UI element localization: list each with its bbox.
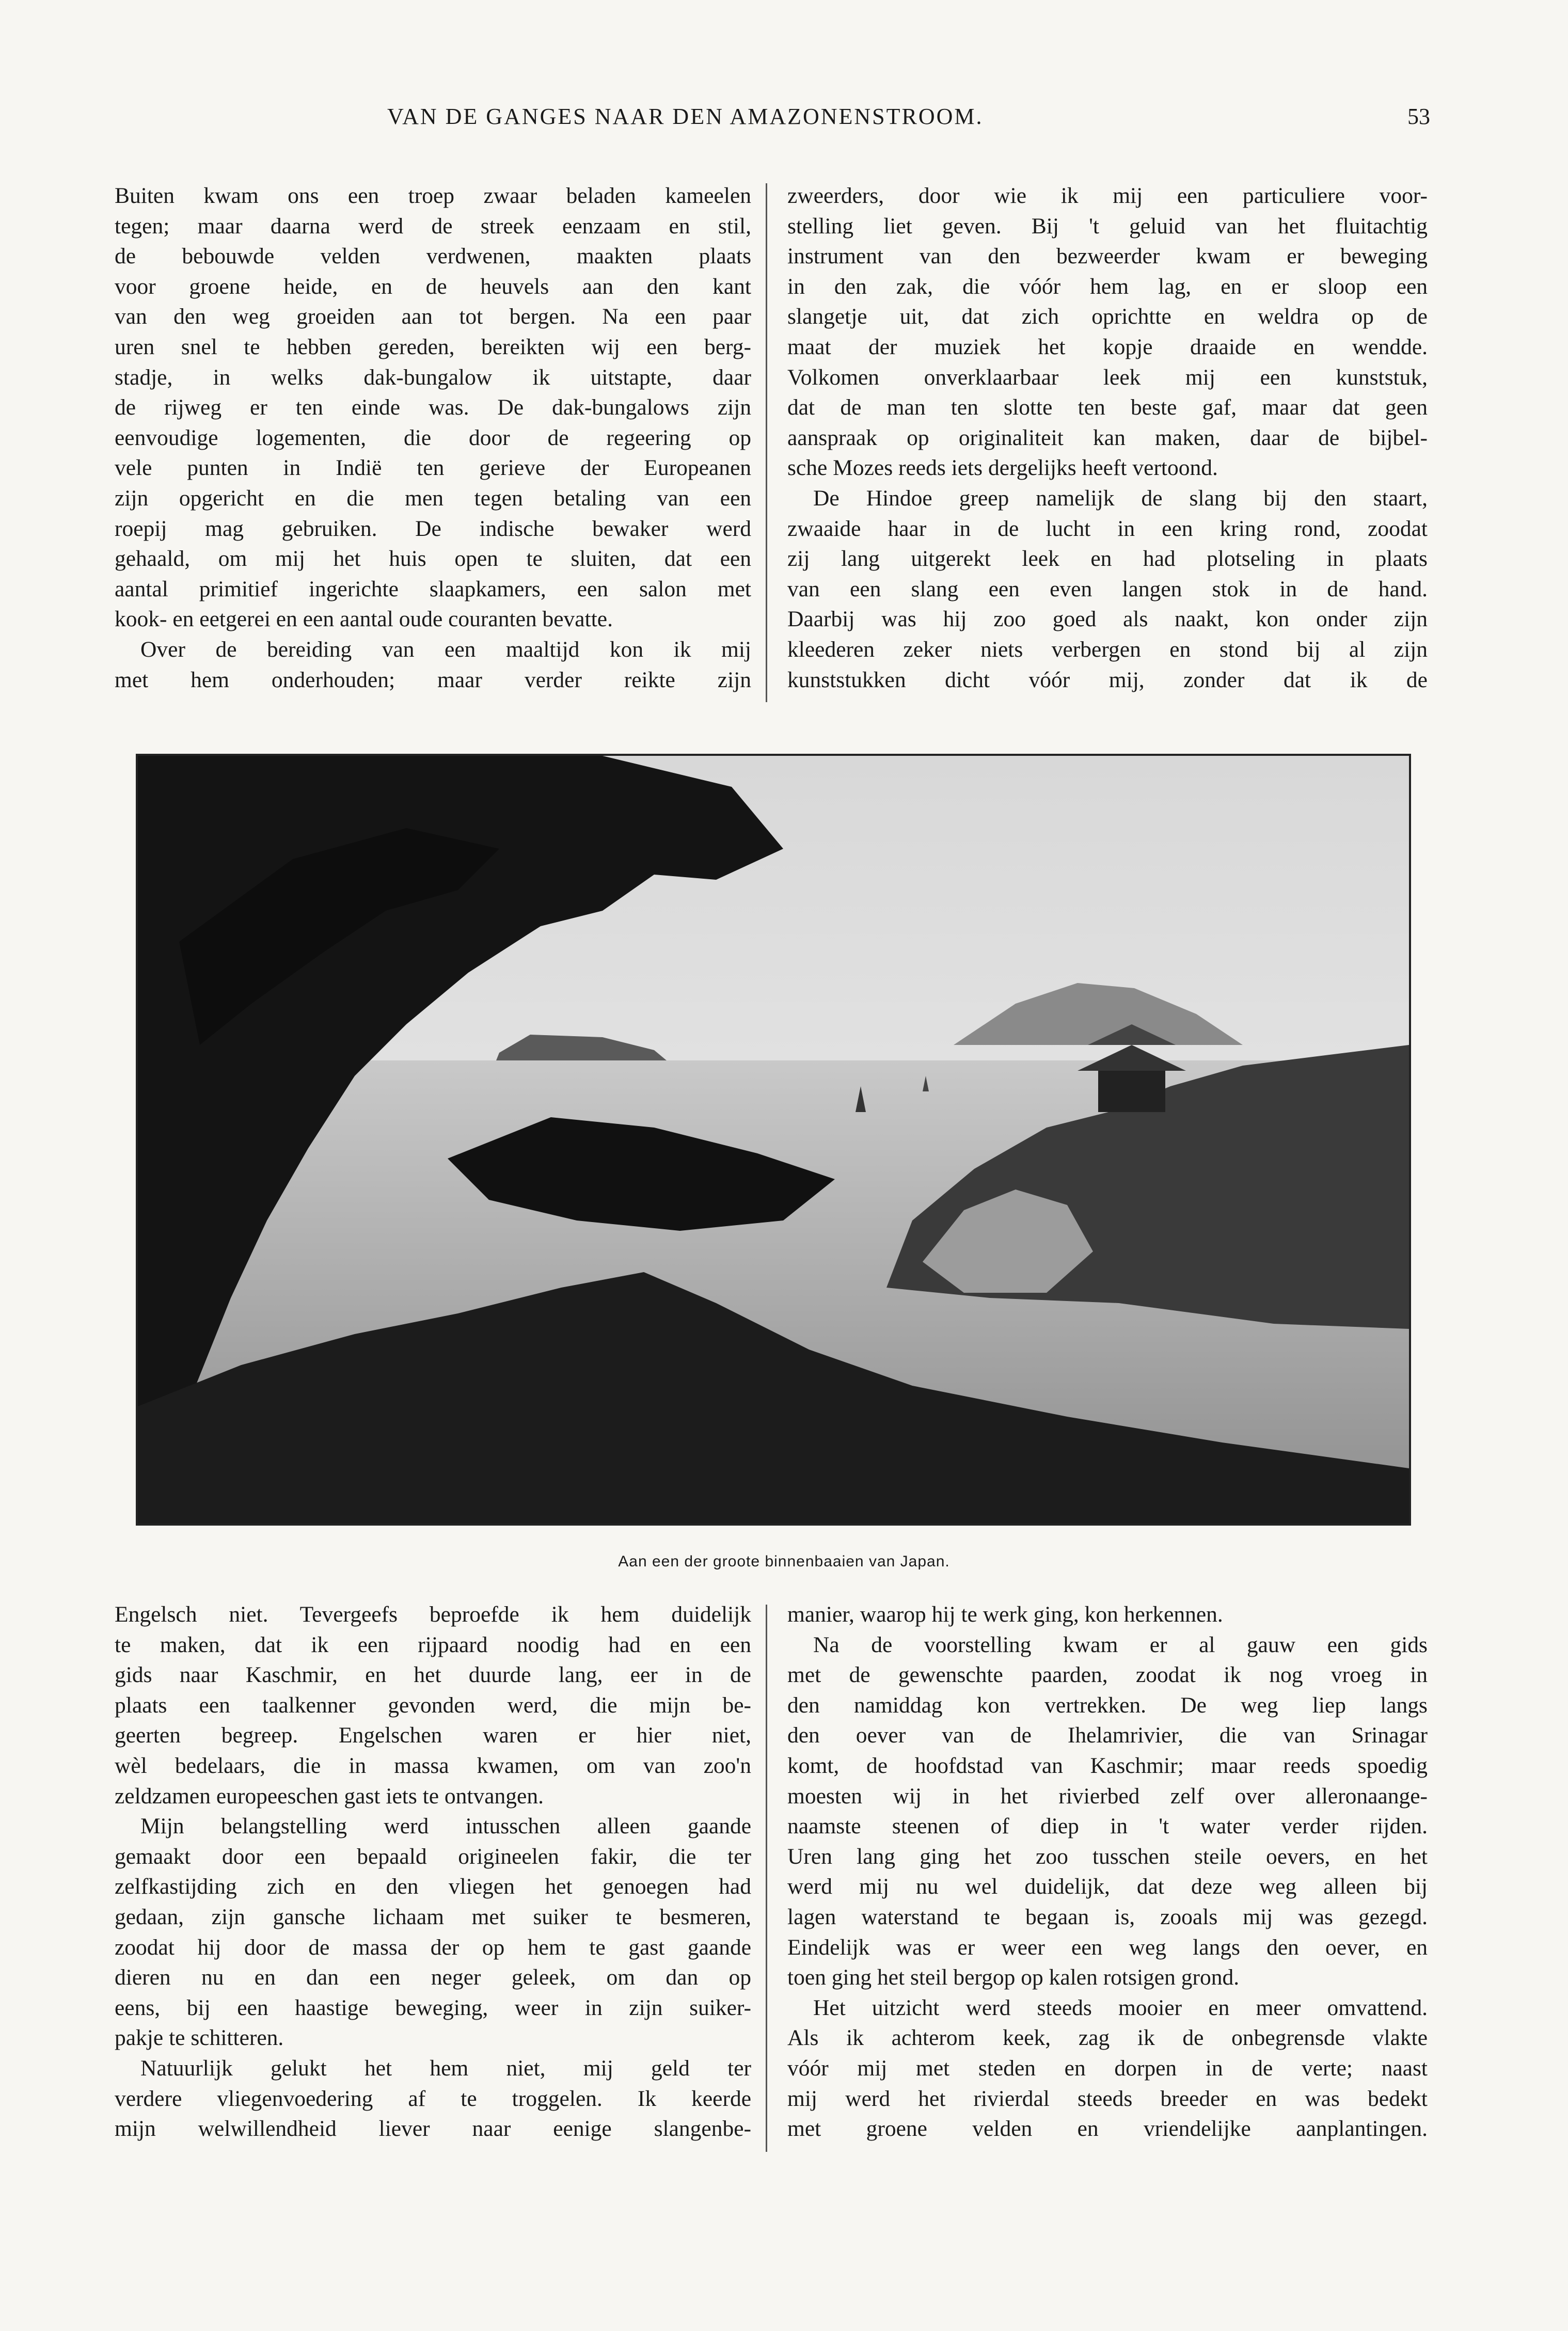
text-line: dat de man ten slotte ten beste gaf, maar dat geen [787,395,1428,420]
text-line: vóór mij met steden en dorpen in de verte; naast [787,2055,1428,2081]
figure-caption: Aan een der groote binnenbaaien van Japan. [618,1553,950,1570]
text-line: zijn opgericht en die men tegen betaling van een [115,485,751,511]
text-line: naamste steenen of diep in 't water verder rijden. [787,1814,1428,1839]
text-line: met de gewenschte paarden, zoodat ik nog vroeg in [787,1662,1428,1688]
text-line: zij lang uitgerekt leek en had plotseling in plaats [787,546,1428,572]
text-line: Daarbij was hij zoo goed als naakt, kon onder zijn [787,607,1428,632]
text-line: sche Mozes reeds iets dergelijks heeft vertoond. [787,455,1218,481]
text-line: zelfkastijding zich en den vliegen het genoegen had [115,1874,751,1899]
text-line: Natuurlijk gelukt het hem niet, mij geld ter [140,2055,751,2081]
text-line: zweerders, door wie ik mij een particuliere voor- [787,183,1428,208]
text-line: kook- en eetgerei en een aantal oude couranten bevatte. [115,607,613,632]
text-line: stadje, in welks dak-bungalow ik uitstapte, daar [115,364,751,390]
text-line: voor groene heide, en de heuvels aan den kant [115,274,751,299]
text-line: plaats een taalkenner gevonden werd, die mijn be- [115,1692,751,1718]
text-line: instrument van den bezweerder kwam er beweging [787,244,1428,269]
text-line: gemaakt door een bepaald origineelen fakir, die ter [115,1844,751,1869]
text-line: aantal primitief ingerichte slaapkamers, een salon met [115,576,751,601]
text-line: Engelsch niet. Tevergeefs beproefde ik hem duidelijk [115,1602,751,1627]
text-line: met groene velden en vriendelijke aanplantingen. [787,2116,1428,2142]
text-line: De Hindoe greep namelijk de slang bij den staart, [813,485,1428,511]
text-line: slangetje uit, dat zich oprichtte en weldra op de [787,304,1428,329]
running-header [119,103,1430,139]
text-line: komt, de hoofdstad van Kaschmir; maar reeds spoedig [787,1753,1428,1778]
column-bottom-left [115,1599,751,2144]
text-line: Het uitzicht werd steeds mooier en meer omvattend. [813,1995,1428,2020]
text-line: manier, waarop hij te werk ging, kon herkennen. [787,1602,1223,1627]
text-line: moesten wij in het rivierbed zelf over alleronaange- [787,1783,1428,1809]
bay-photograph [136,754,1411,1526]
text-line: gedaan, zijn gansche lichaam met suiker te besmeren, [115,1904,751,1929]
text-line: eenvoudige logementen, die door de regeering op [115,425,751,450]
column-bottom-right [787,1599,1428,2144]
text-line: den namiddag kon vertrekken. De weg liep langs [787,1692,1428,1718]
text-line: pakje te schitteren. [115,2025,284,2051]
text-line: eens, bij een haastige beweging, weer in zijn suiker- [115,1995,751,2020]
column-rule-bottom [766,1605,767,2152]
text-line: van den weg groeiden aan tot bergen. Na een paar [115,304,751,329]
text-line: de rijweg er ten einde was. De dak-bungalows zijn [115,395,751,420]
column-top-left [115,181,751,695]
text-line: kleederen zeker niets verbergen en stond bij al zijn [787,637,1428,662]
text-line: te maken, dat ik een rijpaard noodig had en een [115,1632,751,1657]
text-line: zoodat hij door de massa der op hem te gast gaande [115,1934,751,1960]
text-line: lagen waterstand te begaan is, zooals mij was gezegd. [787,1904,1428,1929]
text-line: kunststukken dicht vóór mij, zonder dat ik de [787,667,1428,692]
text-line: zeldzamen europeeschen gast iets te ontvangen. [115,1783,544,1809]
text-line: werd mij nu wel duidelijk, dat deze weg alleen bij [787,1874,1428,1899]
text-line: dieren nu en dan een neger geleek, om dan op [115,1965,751,1990]
text-line: zwaaide haar in de lucht in een kring rond, zoodat [787,516,1428,541]
text-line: stelling liet geven. Bij 't geluid van het fluitachtig [787,213,1428,239]
text-line: gehaald, om mij het huis open te sluiten, dat een [115,546,751,572]
text-line: mijn welwillendheid liever naar eenige slangenbe- [115,2116,751,2142]
text-line: Volkomen onverklaarbaar leek mij een kunststuk, [787,364,1428,390]
text-line: den oever van de Ihelamrivier, die van Srinagar [787,1723,1428,1748]
text-line: uren snel te hebben gereden, bereikten wij een berg- [115,334,751,359]
text-line: Uren lang ging het zoo tusschen steile oevers, en het [787,1844,1428,1869]
text-line: gids naar Kaschmir, en het duurde lang, eer in de [115,1662,751,1688]
text-line: toen ging het steil bergop op kalen rotsigen grond. [787,1965,1240,1990]
column-top-right [787,181,1428,695]
text-line: geerten begreep. Engelschen waren er hier niet, [115,1723,751,1748]
text-line: maat der muziek het kopje draaide en wendde. [787,334,1428,359]
text-line: Als ik achterom keek, zag ik de onbegrensde vlakte [787,2025,1428,2051]
text-line: mij werd het rivierdal steeds breeder en was bedekt [787,2086,1428,2111]
text-line: van een slang een even langen stok in de hand. [787,576,1428,601]
text-line: Na de voorstelling kwam er al gauw een gids [813,1632,1428,1657]
text-line: aanspraak op originaliteit kan maken, daar de bijbel- [787,425,1428,450]
text-line: Eindelijk was er weer een weg langs den oever, en [787,1934,1428,1960]
column-rule-top [766,183,767,702]
text-line: wèl bedelaars, die in massa kwamen, om van zoo'n [115,1753,751,1778]
text-line: roepij mag gebruiken. De indische bewaker werd [115,516,751,541]
running-title: VAN DE GANGES NAAR DEN AMAZONENSTROOM. [387,104,984,129]
text-line: in den zak, die vóór hem lag, en er sloop een [787,274,1428,299]
text-line: verdere vliegenvoedering af te troggelen. Ik keerde [115,2086,751,2111]
text-line: Over de bereiding van een maaltijd kon ik mij [140,637,751,662]
page-number: 53 [1407,104,1430,129]
text-line: met hem onderhouden; maar verder reikte zijn [115,667,751,692]
text-line: de bebouwde velden verdwenen, maakten plaats [115,244,751,269]
text-line: Mijn belangstelling werd intusschen alleen gaande [140,1814,751,1839]
text-line: Buiten kwam ons een troep zwaar beladen kameelen [115,183,751,208]
text-line: vele punten in Indië ten gerieve der Europeanen [115,455,751,481]
text-line: tegen; maar daarna werd de streek eenzaam en stil, [115,213,751,239]
japan-bay-illustration [138,756,1409,1524]
